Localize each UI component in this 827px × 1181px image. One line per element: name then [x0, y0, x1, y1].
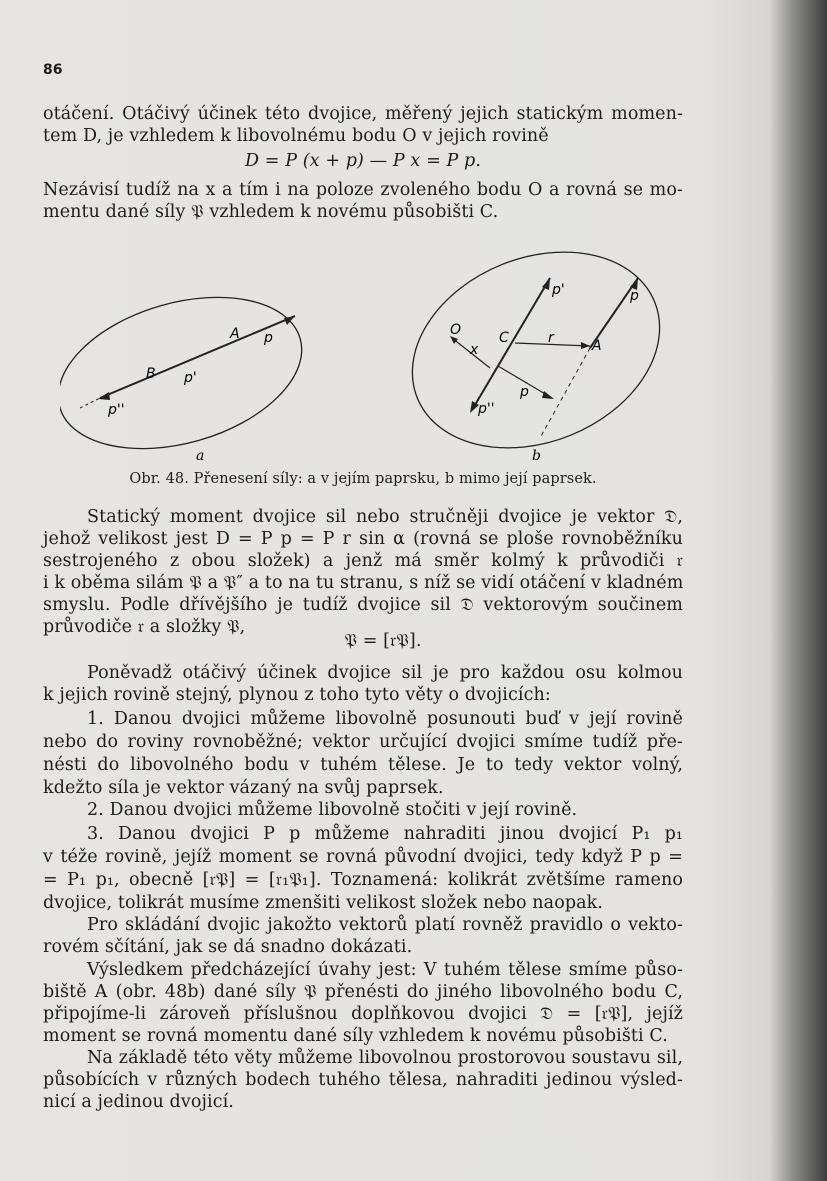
label-pl-b: p	[520, 384, 529, 400]
text-line: otáčení. Otáčivý účinek této dvojice, měřený jejich statickým momen-	[43, 104, 683, 124]
arrow-r	[581, 342, 590, 349]
label-O-b: O	[450, 322, 462, 338]
text-line: k jejich rovině stejný, plynou z toho tyto věty o dvojicích:	[43, 685, 551, 705]
text-line: Pro skládání dvojic jakožto vektorů platí rovněž pravidlo o vekto-	[87, 915, 683, 935]
label-A-a: A	[230, 326, 240, 342]
label-B-a: B	[146, 366, 156, 382]
arrow-p2-a	[98, 392, 110, 400]
text-line: biště A (obr. 48b) dané síly 𝔓 přenésti do jiného libovolného bodu C,	[43, 982, 683, 1002]
text-line: Výsledkem předcházející úvahy jest: V tuhém tělese smíme půso-	[87, 960, 683, 980]
text-line: = P₁ p₁, obecně [𝔯𝔓] = [𝔯₁𝔓₁]. Toznamená: kolikrát zvětšíme rameno	[43, 870, 683, 890]
text-line: kdežto síla je vektor vázaný na svůj paprsek.	[43, 778, 444, 798]
text-line: mentu dané síly 𝔓 vzhledem k novému působišti C.	[43, 202, 499, 222]
ellipse-b	[383, 238, 680, 468]
equation-moment: D = P (x + p) — P x = P p.	[245, 151, 481, 171]
dash-a	[80, 398, 100, 408]
text-line: moment se rovná momentu dané síly vzhledem k novému působišti C.	[43, 1026, 668, 1046]
text-line: 3. Danou dvojici P p můžeme nahraditi jinou dvojicí P₁ p₁	[87, 824, 683, 844]
figure-sub-a: a	[196, 448, 205, 464]
text-line: 1. Danou dvojici můžeme libovolně posunouti buď v její rovině	[87, 709, 683, 729]
label-p1-b: p'	[552, 282, 565, 298]
text-line: připojíme-li zároveň příslušnou doplňkovou dvojici 𝔇 = [𝔯𝔓], jejíž	[43, 1004, 683, 1024]
label-p2-b: p''	[478, 401, 495, 417]
text-line: v téže rovině, jejíž moment se rovná původní dvojici, tedy když P p =	[43, 847, 683, 867]
figure-sub-b: b	[532, 448, 541, 464]
label-A-b: A	[592, 338, 602, 354]
text-line: smyslu. Podle dřívějšího je tudíž dvojice sil 𝔇 vektorovým součinem	[43, 595, 683, 615]
text-line: průvodiče 𝔯 a složky 𝔓,	[43, 617, 246, 637]
label-r-b: r	[548, 330, 554, 346]
label-p2-a: p''	[108, 402, 125, 418]
page-number: 86	[43, 62, 63, 78]
label-x-b: x	[470, 342, 479, 358]
label-p-a: p	[264, 330, 273, 346]
label-p-b: p	[630, 288, 639, 304]
label-C-b: C	[499, 330, 509, 346]
equation-cross-product: 𝔓 = [𝔯𝔓].	[344, 631, 422, 651]
label-p1-a: p'	[184, 370, 197, 386]
figure-diagram	[60, 238, 680, 468]
text-line: rovém sčítání, jak se dá snadno dokázati.	[43, 937, 413, 957]
text-line: 2. Danou dvojici můžeme libovolně stočiti v její rovině.	[87, 800, 578, 820]
text-line: nebo do roviny rovnoběžné; vektor určující dvojici smíme tudíž pře-	[43, 732, 683, 752]
text-line: tem D, je vzhledem k libovolnému bodu O v jejich rovině	[43, 126, 549, 146]
dash-b	[540, 348, 590, 438]
force-line-a	[100, 316, 295, 398]
text-line: Nezávisí tudíž na x a tím i na poloze zvoleného bodu O a rovná se mo-	[43, 180, 683, 200]
text-line: působících v různých bodech tuhého tělesa, nahraditi jedinou výsled-	[43, 1070, 683, 1090]
text-line: nicí a jedinou dvojicí.	[43, 1092, 234, 1112]
text-line: Statický moment dvojice sil nebo stručněji dvojice je vektor 𝔇,	[87, 507, 683, 527]
text-line: i k oběma silám 𝔓 a 𝔓″ a to na tu stranu, s níž se vidí otáčení v kladném	[43, 573, 684, 593]
figure-48	[60, 238, 680, 468]
figure-caption: Obr. 48. Přenesení síly: a v jejím paprsku, b mimo její paprsek.	[129, 471, 597, 487]
text-line: Poněvadž otáčivý účinek dvojice sil je pro každou osu kolmou	[87, 663, 683, 683]
text-line: sestrojeného z obou složek) a jenž má směr kolmý k průvodiči 𝔯	[43, 551, 683, 571]
text-line: nésti do libovolného bodu v tuhém tělese. Je to tedy vektor volný,	[43, 755, 683, 775]
arrow-lever	[542, 391, 554, 399]
text-line: Na základě této věty můžeme libovolnou prostorovou soustavu sil,	[87, 1048, 683, 1068]
text-line: dvojice, tolikrát musíme zmenšiti velikost složek nebo naopak.	[43, 893, 604, 913]
text-line: jehož velikost jest D = P p = P r sin α (rovná se ploše rovnoběžníku	[43, 529, 683, 549]
